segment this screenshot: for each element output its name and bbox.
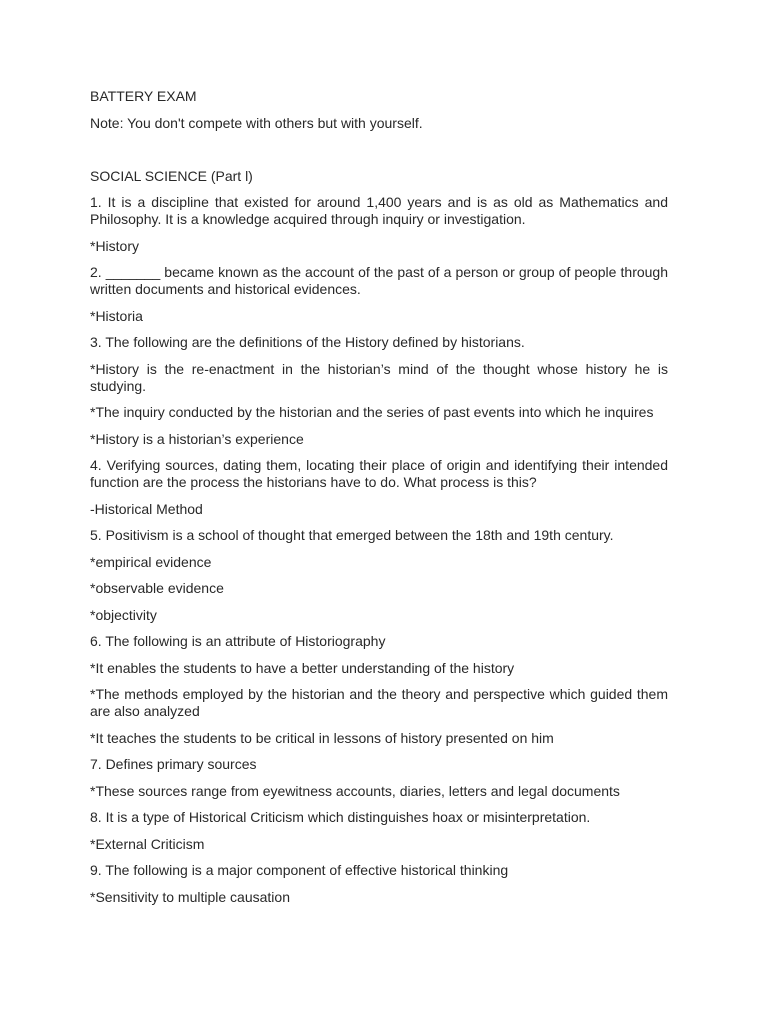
answer-paragraph: *Historia (90, 307, 143, 324)
answer-paragraph: *It enables the students to have a better understanding of the history (90, 659, 515, 676)
answer-paragraph: *History (90, 237, 140, 254)
answer-paragraph: *The methods employed by the historian and the theory and perspective which guided them are also analyzed (90, 686, 668, 719)
section-heading: SOCIAL SCIENCE (Part l) (90, 167, 253, 184)
answer-paragraph: *External Criticism (90, 835, 205, 852)
text-column (90, 88, 668, 906)
answer-paragraph: *It teaches the students to be critical in lessons of history presented on him (90, 729, 554, 746)
answer-paragraph: *observable evidence (90, 580, 224, 596)
answer-paragraph: *The inquiry conducted by the historian and the series of past events into which he inquires (90, 404, 654, 420)
note-text: Note: You don't compete with others but with yourself. (90, 114, 423, 131)
question-paragraph: 5. Positivism is a school of thought that emerged between the 18th and 19th century. (90, 527, 614, 543)
question-paragraph: 9. The following is a major component of effective historical thinking (90, 862, 509, 878)
question-paragraph: 1. It is a discipline that existed for around 1,400 years and is as old as Mathematics and Philosophy. It is a knowledge acquired through inquiry or investigation. (90, 194, 668, 227)
answer-paragraph: *empirical evidence (90, 553, 212, 570)
answer-paragraph: *Sensitivity to multiple causation (90, 888, 290, 905)
answer-paragraph: *History is a historian’s experience (90, 430, 304, 447)
document-title: BATTERY EXAM (90, 88, 197, 104)
question-paragraph: 3. The following are the definitions of the History defined by historians. (90, 334, 525, 350)
question-paragraph: 4. Verifying sources, dating them, locating their place of origin and identifying their intended function are the process the historians have to do. What process is this? (90, 457, 668, 490)
question-paragraph: 8. It is a type of Historical Criticism which distinguishes hoax or misinterpretation. (90, 809, 591, 825)
answer-paragraph: *History is the re-enactment in the historian’s mind of the thought whose history he is studying. (90, 360, 668, 394)
answer-paragraph: *objectivity (90, 606, 157, 623)
answer-paragraph: *These sources range from eyewitness accounts, diaries, letters and legal documents (90, 782, 620, 799)
question-paragraph: 7. Defines primary sources (90, 756, 257, 772)
question-paragraph: 6. The following is an attribute of Historiography (90, 633, 386, 649)
question-paragraph: 2. _______ became known as the account of the past of a person or group of people through written documents and historical evidences. (90, 264, 668, 297)
spacer (90, 141, 668, 158)
answer-paragraph: -Historical Method (90, 500, 203, 517)
